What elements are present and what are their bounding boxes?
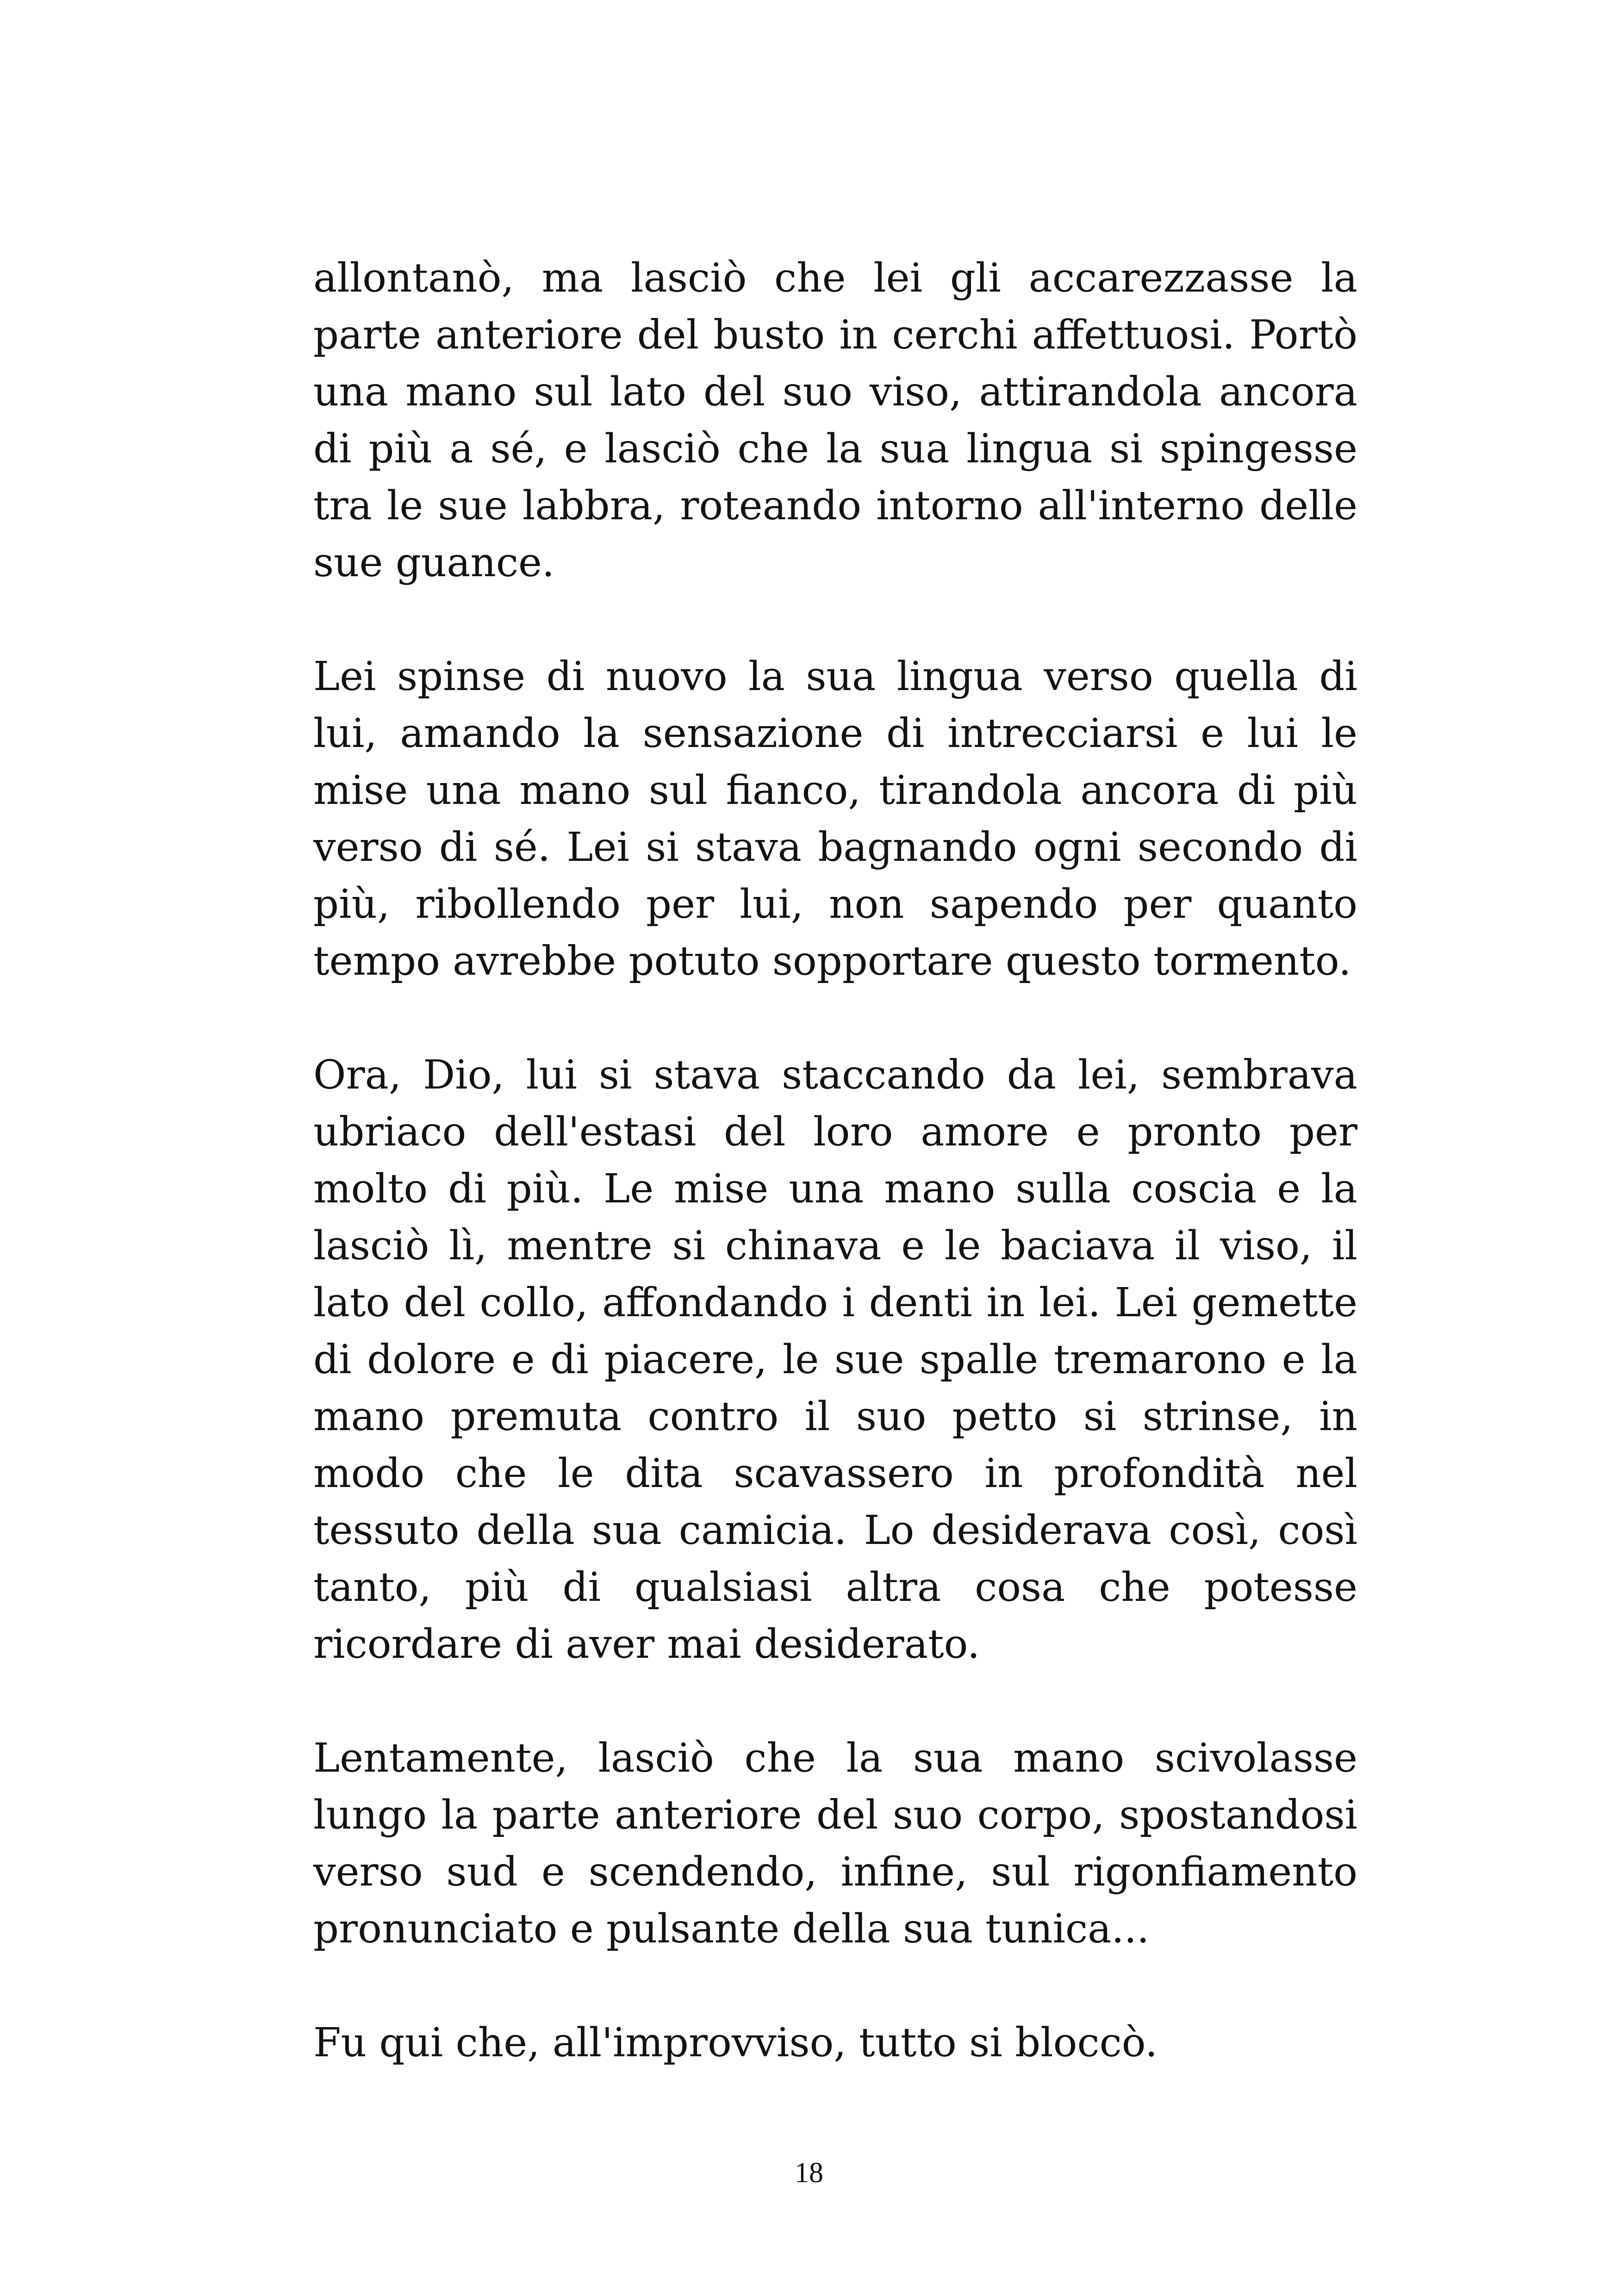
body-text bbox=[313, 250, 1357, 2072]
paragraph-5: Fu qui che, all'improvviso, tutto si bloccò. bbox=[313, 2020, 1158, 2066]
paragraph-4: Lentamente, lasciò che la sua mano scivolasse lungo la parte anteriore del suo corpo, spostandosi verso sud e scendendo, infine, sul rigonfiamento pronunciato e pulsante della sua tunica... bbox=[313, 1735, 1357, 1952]
paragraph-2: Lei spinse di nuovo la sua lingua verso quella di lui, amando la sensazione di intrecciarsi e lui le mise una mano sul fianco, tirandola ancora di più verso di sé. Lei si stava bagnando ogni secondo di più, ribollendo per lui, non sapendo per quanto tempo avrebbe potuto sopportare questo tormento. bbox=[313, 653, 1357, 984]
page-number: 18 bbox=[795, 2157, 823, 2189]
paragraph-1: allontanò, ma lasciò che lei gli accarezzasse la parte anteriore del busto in cerchi affettuosi. Portò una mano sul lato del suo viso, attirandola ancora di più a sé, e lasciò che la sua lingua si spingesse tra le sue labbra, roteando intorno all'interno delle sue guance. bbox=[313, 255, 1357, 586]
paragraph-3: Ora, Dio, lui si stava staccando da lei, sembrava ubriaco dell'estasi del loro amore e pronto per molto di più. Le mise una mano sulla coscia e la lasciò lì, mentre si chinava e le baciava il viso, il lato del collo, affondando i denti in lei. Lei gemette di dolore e di piacere, le sue spalle tremarono e la mano premuta contro il suo petto si strinse, in modo che le dita scavassero in profondità nel tessuto della sua camicia. Lo desiderava così, così tanto, più di qualsiasi altra cosa che potesse ricordare di aver mai desiderato. bbox=[313, 1052, 1357, 1668]
